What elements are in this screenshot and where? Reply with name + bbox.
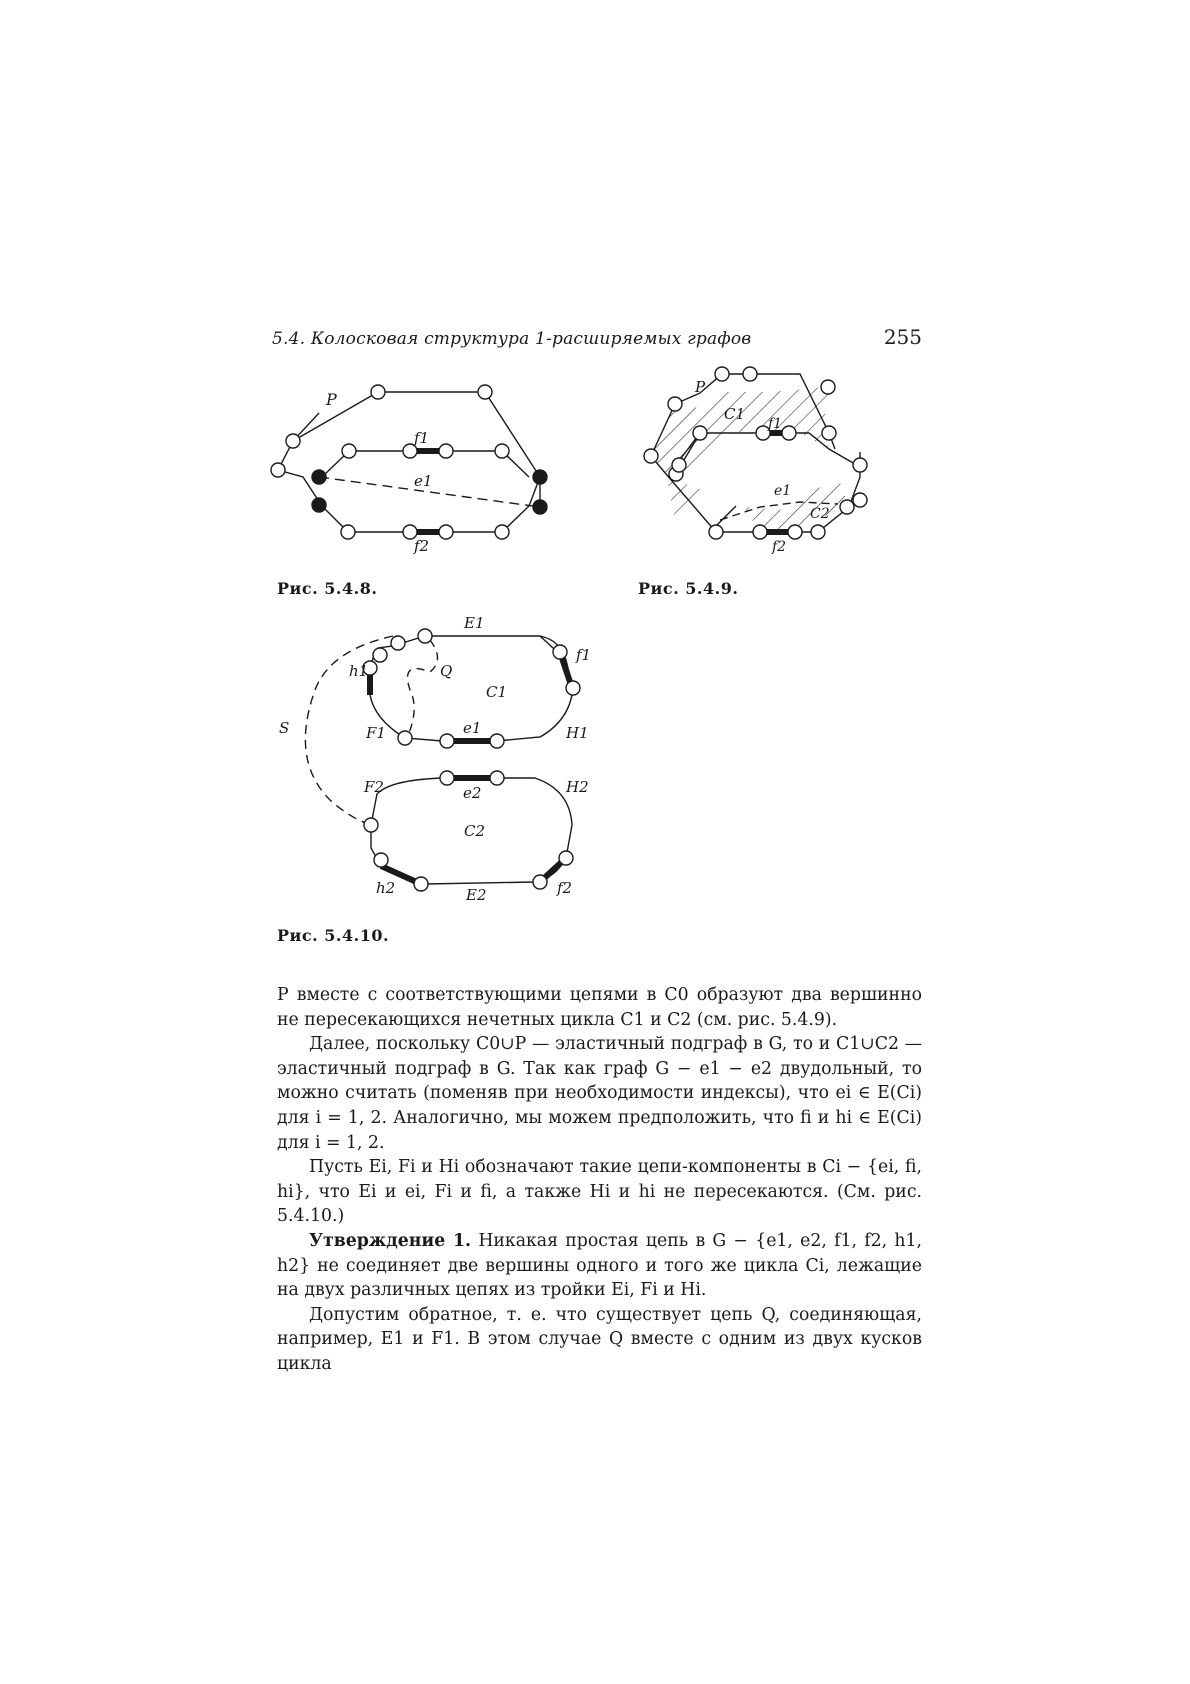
fig9-label-f1: f1 <box>768 416 783 432</box>
fig10-label-F1: F1 <box>366 724 386 742</box>
fig8-label-e1: e1 <box>414 472 433 490</box>
figure-5-4-8-vertices <box>271 385 547 539</box>
fig10-label-e1: e1 <box>463 719 482 737</box>
fig8-label-P: P <box>326 390 337 409</box>
fig9-label-C1: C1 <box>724 405 746 423</box>
body-text <box>277 983 922 1377</box>
fig10-label-h1: h1 <box>349 662 369 680</box>
fig10-caption: Рис. 5.4.10. <box>277 926 390 945</box>
fig10-label-E1: E1 <box>464 614 485 632</box>
fig10-label-f1: f1 <box>576 646 592 664</box>
fig8-caption: Рис. 5.4.8. <box>277 579 378 598</box>
page-number: 255 <box>883 325 922 349</box>
statement-1 <box>277 1229 922 1303</box>
fig10-label-h2: h2 <box>376 879 396 897</box>
fig10-label-f2: f2 <box>557 879 573 897</box>
fig10-label-H2: H2 <box>566 778 589 796</box>
paragraph-5: Допустим обратное, т. е. что существует цепь Q, соединяющая, например, E1 и F1. В этом случае Q вместе с одним из двух кусков цикла <box>277 1304 922 1374</box>
fig9-label-C2: C2 <box>810 506 830 522</box>
paragraph-1: P вместе с соответствующими цепями в C0 образуют два вершинно не пересекающихся нечетных цикла C1 и C2 (см. рис. 5.4.9). <box>277 985 922 1030</box>
fig10-label-e2: e2 <box>463 784 482 802</box>
paragraph-2: Далее, поскольку C0∪P — эластичный подграф в G, то и C1∪C2 — эластичный подграф в G. Так как граф G − e1 − e2 двудольный, то можно считать (поменяв при необходимости индексы), что ei ∈ E(Ci) для i = 1, 2. Аналогично, мы можем предположить, что fi и hi ∈ E(Ci) для i = 1, 2. <box>277 1034 922 1153</box>
fig10-label-S: S <box>279 719 290 737</box>
paragraph-3: Пусть Ei, Fi и Hi обозначают такие цепи-компоненты в Ci − {ei, fi, hi}, что Ei и ei, Fi и fi, а также Hi и hi не пересекаются. (См. рис. 5.4.10.) <box>277 1157 922 1227</box>
fig9-caption: Рис. 5.4.9. <box>638 579 739 598</box>
fig10-label-C1: C1 <box>486 683 508 701</box>
figure-5-4-10-vertices <box>363 629 580 891</box>
fig8-label-f1: f1 <box>414 429 430 447</box>
fig9-label-P: P <box>695 378 706 396</box>
fig10-label-C2: C2 <box>464 822 486 840</box>
fig10-label-E2: E2 <box>466 886 487 904</box>
statement-title: Утверждение 1. <box>309 1230 472 1251</box>
running-title: 5.4. Колосковая структура 1-расширяемых графов <box>272 329 752 349</box>
fig8-label-f2: f2 <box>414 537 430 555</box>
fig10-label-Q: Q <box>440 662 453 680</box>
fig9-label-e1: e1 <box>774 483 792 499</box>
fig9-label-f2: f2 <box>772 539 787 555</box>
fig10-label-F2: F2 <box>364 778 384 796</box>
statement-text: Никакая простая цепь в G − {e1, e2, f1, f2, h1, h2} не соединяет две вершины одного и того же цикла Ci, лежащие на двух различных цепях из тройки Ei, Fi и Hi. <box>277 1230 922 1301</box>
fig10-label-H1: H1 <box>566 724 589 742</box>
